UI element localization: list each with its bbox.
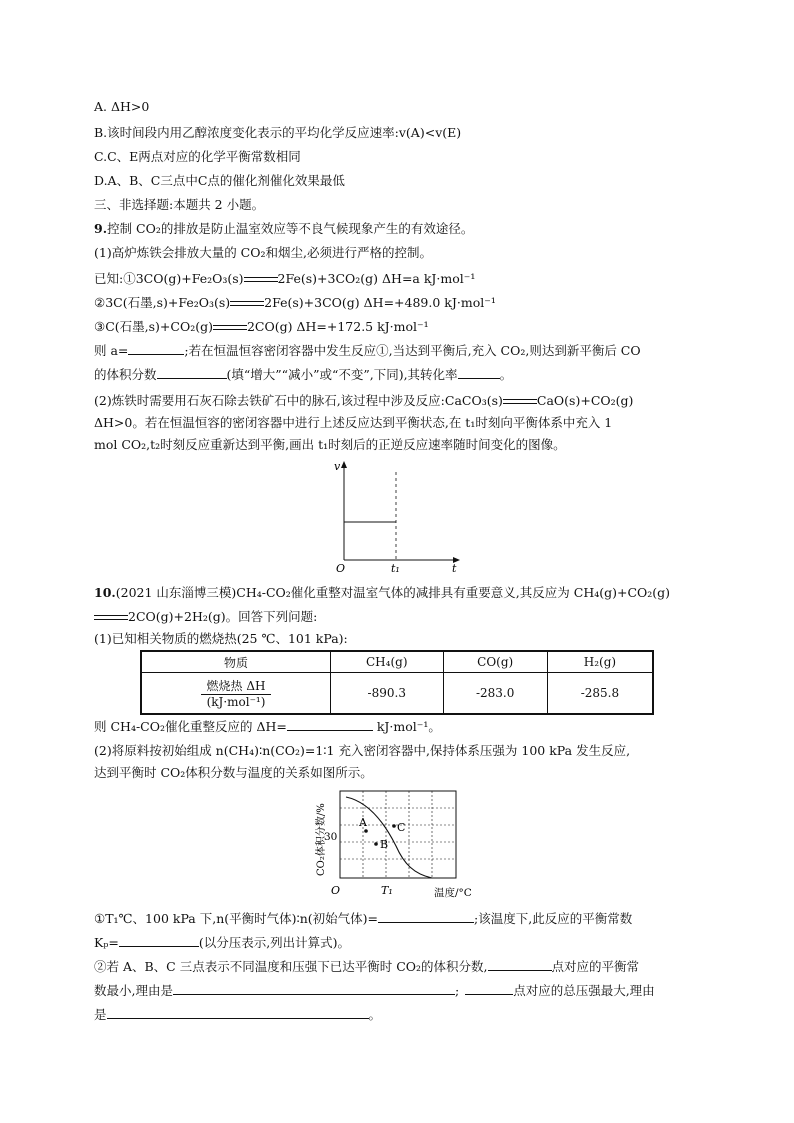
answer-blank-min-k-point[interactable] (488, 958, 552, 971)
table-row (141, 673, 653, 715)
answer-blank-conversion[interactable] (458, 366, 500, 379)
co2-fraction-chart (310, 784, 488, 902)
equilibrium-arrow-icon (230, 300, 264, 308)
q10-part2-line-1: (2)将原料按初始组成 n(CH₄)∶n(CO₂)=1∶1 充入密闭容器中,保持体系压强为 100 kPa 发生反应, (94, 743, 631, 758)
answer-blank-max-pressure-point[interactable] (465, 982, 513, 995)
q9-part2-a: (2)炼铁时需要用石灰石除去铁矿石中的脉石,该过程中涉及反应:CaCO₃(s) (94, 393, 503, 408)
kp-prefix: Kₚ= (94, 935, 119, 950)
chart-origin: O (331, 884, 341, 897)
q10-sub2-line-1 (94, 958, 639, 976)
graph-y-label: v (334, 460, 341, 473)
q10-sub2-line-3 (94, 1006, 381, 1024)
q9-equation-1 (94, 270, 475, 288)
eq1-left: 已知:①3CO(g)+Fe₂O₃(s) (94, 271, 244, 286)
point-b-label: B (380, 838, 389, 851)
eq3-left: ③C(石墨,s)+CO₂(g) (94, 319, 213, 334)
q9-stem-text: 控制 CO₂的排放是防止温室效应等不良气候现象产生的有效途径。 (107, 221, 474, 236)
q9-number: 9. (94, 221, 108, 236)
graph-origin: O (336, 562, 346, 575)
graph-x-label: t (452, 562, 457, 575)
q9-part2-b: CaO(s)+CO₂(g) (536, 393, 634, 408)
option-a: A. ΔH>0 (94, 99, 150, 114)
point-a (364, 829, 368, 833)
option-c: C.C、E两点对应的化学平衡常数相同 (94, 149, 301, 164)
eq2-left: ②3C(石墨,s)+Fe₂O₃(s) (94, 295, 231, 310)
q9-fill-line-1 (94, 342, 641, 360)
co2-curve (346, 797, 432, 878)
chart-x-label: 温度/°C (434, 887, 472, 899)
q10-sub1-kp (94, 934, 350, 952)
dh-unit: kJ·mol⁻¹。 (372, 719, 441, 734)
rate-time-graph (328, 458, 468, 576)
q10-part2-line-2: 达到平衡时 CO₂体积分数与温度的关系如图所示。 (94, 765, 373, 780)
option-d: D.A、B、C三点中C点的催化剂催化效果最低 (94, 173, 345, 188)
table-header-cell: CO(g) (443, 651, 547, 673)
graph-t1-label: t₁ (391, 562, 400, 575)
equilibrium-arrow-icon (244, 276, 278, 284)
y-tick-30: 30 (324, 831, 338, 843)
sub2-end: 。 (368, 1007, 382, 1022)
point-b (374, 842, 378, 846)
q9-equation-3 (94, 318, 429, 336)
q9-fill2-text: (填“增大”“减小”或“不变”,下同),其转化率 (226, 367, 458, 382)
chart-frame (340, 791, 456, 878)
sub1-text: ①T₁℃、100 kPa 下,n(平衡时气体)∶n(初始气体)= (94, 911, 379, 926)
q10-sub1 (94, 910, 632, 928)
answer-blank-dh[interactable] (287, 718, 373, 731)
equilibrium-arrow-icon (503, 398, 537, 406)
equilibrium-arrow-icon (213, 324, 247, 332)
q10-part1: (1)已知相关物质的燃烧热(25 ℃、101 kPa): (94, 631, 348, 646)
answer-blank-kp[interactable] (119, 934, 199, 947)
sub2-pressure-text: 点对应的总压强最大,理由 (513, 983, 655, 998)
table-cell: -890.3 (331, 673, 444, 715)
sub2-sep: ; (454, 983, 460, 998)
q9-equation-2 (94, 294, 496, 312)
table-header-cell: CH₄(g) (331, 651, 444, 673)
q9-fill-line-2 (94, 366, 512, 384)
eq2-right: 2Fe(s)+3CO(g) ΔH=+489.0 kJ·mol⁻¹ (264, 295, 496, 310)
q10-line-1 (94, 584, 670, 602)
q9-fill2-prefix: 的体积分数 (94, 367, 157, 382)
q10-dh-line (94, 718, 441, 736)
eq3-right: 2CO(g) ΔH=+172.5 kJ·mol⁻¹ (246, 319, 429, 334)
row-label-bottom: (kJ·mol⁻¹) (206, 695, 266, 709)
q10-line2-text: 2CO(g)+2H₂(g)。回答下列问题: (128, 609, 318, 624)
y-axis-arrow-icon (341, 461, 347, 468)
sub2-reason-prefix: 数最小,理由是 (94, 983, 173, 998)
q10-line-2 (94, 608, 317, 626)
answer-blank-gas-ratio[interactable] (378, 910, 474, 923)
table-header-row (141, 651, 653, 673)
sub2-tail: 点对应的平衡常 (551, 959, 640, 974)
answer-blank-volume-fraction[interactable] (157, 366, 227, 379)
sub2-text: ②若 A、B、C 三点表示不同温度和压强下已达平衡时 CO₂的体积分数, (94, 959, 488, 974)
equilibrium-arrow-icon (94, 614, 128, 622)
section-heading: 三、非选择题:本题共 2 小题。 (94, 197, 265, 212)
q9-fill1-text: ;若在恒温恒容密闭容器中发生反应①,当达到平衡后,充入 CO₂,则达到新平衡后 CO (184, 343, 641, 358)
q9-part2-line-2: ΔH>0。若在恒温恒容的密闭容器中进行上述反应达到平衡状态,在 t₁时刻向平衡体系中充入 1 (94, 415, 613, 430)
q10-line1-text: (2021 山东淄博三模)CH₄-CO₂催化重整对温室气体的减排具有重要意义,其反应为 CH₄(g)+CO₂(g) (115, 585, 671, 600)
q9-fill2-end: 。 (499, 367, 513, 382)
chart-y-label: CO₂体积分数/% (316, 803, 327, 876)
q9-stem (94, 220, 473, 238)
sub1-tail: ;该温度下,此反应的平衡常数 (474, 911, 633, 926)
sub2-reason2-prefix: 是 (94, 1007, 107, 1022)
table-row-label (141, 673, 331, 715)
option-b: B.该时间段内用乙醇浓度变化表示的平均化学反应速率:v(A)<v(E) (94, 125, 462, 140)
table-header-cell: 物质 (141, 651, 331, 673)
q10-number: 10. (94, 585, 116, 600)
answer-blank-reason-2[interactable] (107, 1006, 369, 1019)
x-tick-t1: T₁ (381, 884, 393, 897)
answer-blank-a[interactable] (128, 342, 184, 355)
q9-part2-line-3: mol CO₂,t₂时刻反应重新达到平衡,画出 t₁时刻后的正逆反应速率随时间变化的图像。 (94, 437, 566, 452)
answer-blank-reason-1[interactable] (173, 982, 455, 995)
dh-prefix: 则 CH₄-CO₂催化重整反应的 ΔH= (94, 719, 287, 734)
table-cell: -285.8 (547, 673, 653, 715)
q10-sub2-line-2 (94, 982, 655, 1000)
point-c-label: C (397, 821, 406, 834)
point-a-label: A (359, 816, 367, 829)
q9-part2-line-1 (94, 392, 633, 410)
q9-fill1-prefix: 则 a= (94, 343, 129, 358)
point-c (392, 824, 396, 828)
q9-part1: (1)高炉炼铁会排放大量的 CO₂和烟尘,必须进行严格的控制。 (94, 245, 432, 260)
kp-tail: (以分压表示,列出计算式)。 (198, 935, 351, 950)
table-header-cell: H₂(g) (547, 651, 653, 673)
row-label-top: 燃烧热 ΔH (201, 677, 272, 695)
eq1-right: 2Fe(s)+3CO₂(g) ΔH=a kJ·mol⁻¹ (277, 271, 476, 286)
table-cell: -283.0 (443, 673, 547, 715)
combustion-heat-table (140, 650, 654, 715)
